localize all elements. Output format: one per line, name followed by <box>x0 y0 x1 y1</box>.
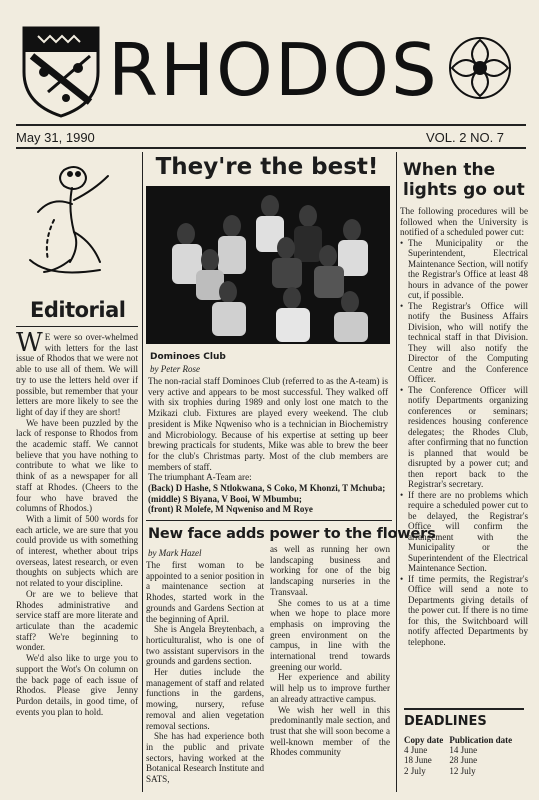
team-line: (front) R Molefe, M Nqweniso and M Roye <box>148 504 313 515</box>
crest-logo <box>18 22 104 118</box>
story-paragraph: The non-racial staff Dominoes Club (referred to as the A-team) is very active and appears to be most successful. They walked off with six trophies during 1989 and only lost one match to the Mzikazi club. Fixtures are played every weekend. The club president is Mike Nqweniso who is a technician in Biochemistry and Microbiology. Because of his expertise at setting up beer brewing practicals for students, Mike was able to brew the beer for the club's Christmas party. Most of the club members are members of staff. <box>148 376 388 472</box>
team-photo <box>146 186 390 344</box>
story-divider <box>146 520 392 521</box>
table-cell: 14 June <box>449 745 478 755</box>
table-row <box>404 745 522 755</box>
table-row <box>404 766 522 776</box>
editorial-rule <box>16 326 138 327</box>
list-item: • The Conference Officer will notify Departments organizing conferences or seminars; residences housing conference delegates; the Rhodes Club, after confirming that no function is planned that would be disrupted by a power cut; and then report back to the Registrar's secretary. <box>400 385 528 490</box>
editorial-paragraph: We have been puzzled by the lack of response to Rhodos from the academic staff. We cannot believe that you have nothing to contribute to what we like to think of as a newspaper for all staff at Rhodes. (Cheers to the four who have braved the columns of Rhodos.) <box>16 417 138 514</box>
table-cell: 2 July <box>404 765 426 776</box>
story-paragraph: She is Angela Breytenbach, a horticulturalist, who is one of two assistant supervisors in the grounds and gardens section. <box>146 624 264 667</box>
team-line: (Back) D Hashe, S Ntlokwana, S Coko, M Khonzi, T Mchuba; <box>148 483 386 494</box>
team-intro: The triumphant A-Team are: <box>148 472 252 483</box>
column-header: Copy date <box>404 735 444 745</box>
list-item: • If time permits, the Registrar's Office will send a note to Departments giving details of the power cut. If there is no time for this, the Switchboard will notify affected Departments by telephone. <box>400 574 528 648</box>
story-paragraph: She comes to us at a time when we hope to place more emphasis on improving the green environment on the campus, in line with the international trend towards greening our world. <box>270 597 390 672</box>
team-line: (middle) S Biyana, V Booi, W Mbumbu; <box>148 493 302 504</box>
editorial-cartoon <box>24 160 120 288</box>
story-paragraph: Her experience and ability will help us to improve further an already attractive campus. <box>270 672 390 704</box>
deadlines-title: DEADLINES <box>404 714 487 729</box>
issue-number: VOL. 2 NO. 7 <box>426 130 505 145</box>
editorial-paragraph: With a limit of 500 words for each article, we are sure that you could provide us with something of interest, whether about trips overseas, latest research, or even thoughts on subjects which are not related to your discipline. <box>16 513 138 589</box>
column-header: Publication date <box>449 735 513 745</box>
dateline-rule <box>16 147 526 149</box>
issue-date: May 31, 1990 <box>16 130 95 145</box>
table-cell: 12 July <box>449 765 476 776</box>
editorial-heading: Editorial <box>30 298 126 322</box>
table-cell: 28 June <box>449 755 478 766</box>
editorial-paragraph: W E were so over-whelmed with letters for the last issue of Rhodos that we were not able to use all of them. We will try to use the letters held over if possible, but remember that your letters are more likely to see the light of day if they are short! <box>16 328 138 417</box>
story-body <box>400 206 528 647</box>
story-body <box>148 376 388 515</box>
masthead-rule <box>16 124 526 126</box>
deadlines-table <box>404 735 522 776</box>
editorial-paragraph: Or are we to believe that Rhodes administrative and service staff are more literate and articulate than the academic staff? We're beginning to wonder. <box>16 588 138 653</box>
rosette-emblem <box>440 28 520 108</box>
photo-caption: Dominoes Club <box>150 352 226 362</box>
story-paragraph: We wish her well in this predominantly male section, and trust that she will soon become a well-known member of the Rhodes community <box>270 704 390 758</box>
story-byline: by Mark Hazel <box>148 548 202 558</box>
drop-cap: W <box>16 328 43 358</box>
story-paragraph: The first woman to be appointed to a senior position in a maintenance section at Rhodes, started work in the grounds and Gardens Section at the beginning of April. <box>146 560 264 624</box>
column-rule-right <box>396 152 397 792</box>
list-item: • The Municipality or the Superintendent, Electrical Maintenance Section, will notify the Registrar's Office at least 48 hours in advance of the power cut, if possible. <box>400 238 528 301</box>
editorial-body <box>16 328 138 717</box>
newspaper-title: RHODOS <box>108 28 439 112</box>
table-cell: 4 June <box>404 745 428 755</box>
table-cell: 18 June <box>404 755 432 766</box>
editorial-paragraph: We'd also like to urge you to support the Wot's On column on the back page of each issue of Rhodos. Please give Jenny Purdon details, in good time, of events you plan to hold. <box>16 653 138 717</box>
list-item: • If there are no problems which require a scheduled power cut to be delayed, the Registrar's Office will confirm the arrangement with the Municipality or the Superintendent of the Electrical Maintenance Section. <box>400 490 528 574</box>
story-headline: When the lights go out <box>403 160 525 200</box>
story-column <box>146 560 264 785</box>
story-column <box>270 544 390 758</box>
deadlines-box <box>404 708 524 794</box>
story-headline: New face adds power to the flowers <box>148 526 436 542</box>
procedure-list <box>400 238 528 648</box>
story-headline: They're the best! <box>155 154 379 180</box>
story-byline: by Peter Rose <box>150 364 200 374</box>
team-list <box>148 483 388 515</box>
story-paragraph: as well as running her own landscaping business and working for one of the big landscaping nurseries in the Transvaal. <box>270 544 390 597</box>
column-rule-left <box>142 152 143 792</box>
table-row <box>404 755 522 765</box>
story-paragraph: She has had experience both in the public and private sectors, having worked at the Botanical Research Institute and SATS, <box>146 731 264 785</box>
story-paragraph: Her duties include the management of staff and related functions in the gardens, mowing, nursery, refuse removal and alien vegetation removal sections. <box>146 667 264 731</box>
list-item: • The Registrar's Office will notify the Business Affairs Division, who will notify the technical staff in that Division. They will also notify the Director of the Computing Centre and the Conference Officer. <box>400 301 528 385</box>
story-paragraph: The following procedures will be followed when the University is notified of a scheduled power cut: <box>400 206 528 237</box>
